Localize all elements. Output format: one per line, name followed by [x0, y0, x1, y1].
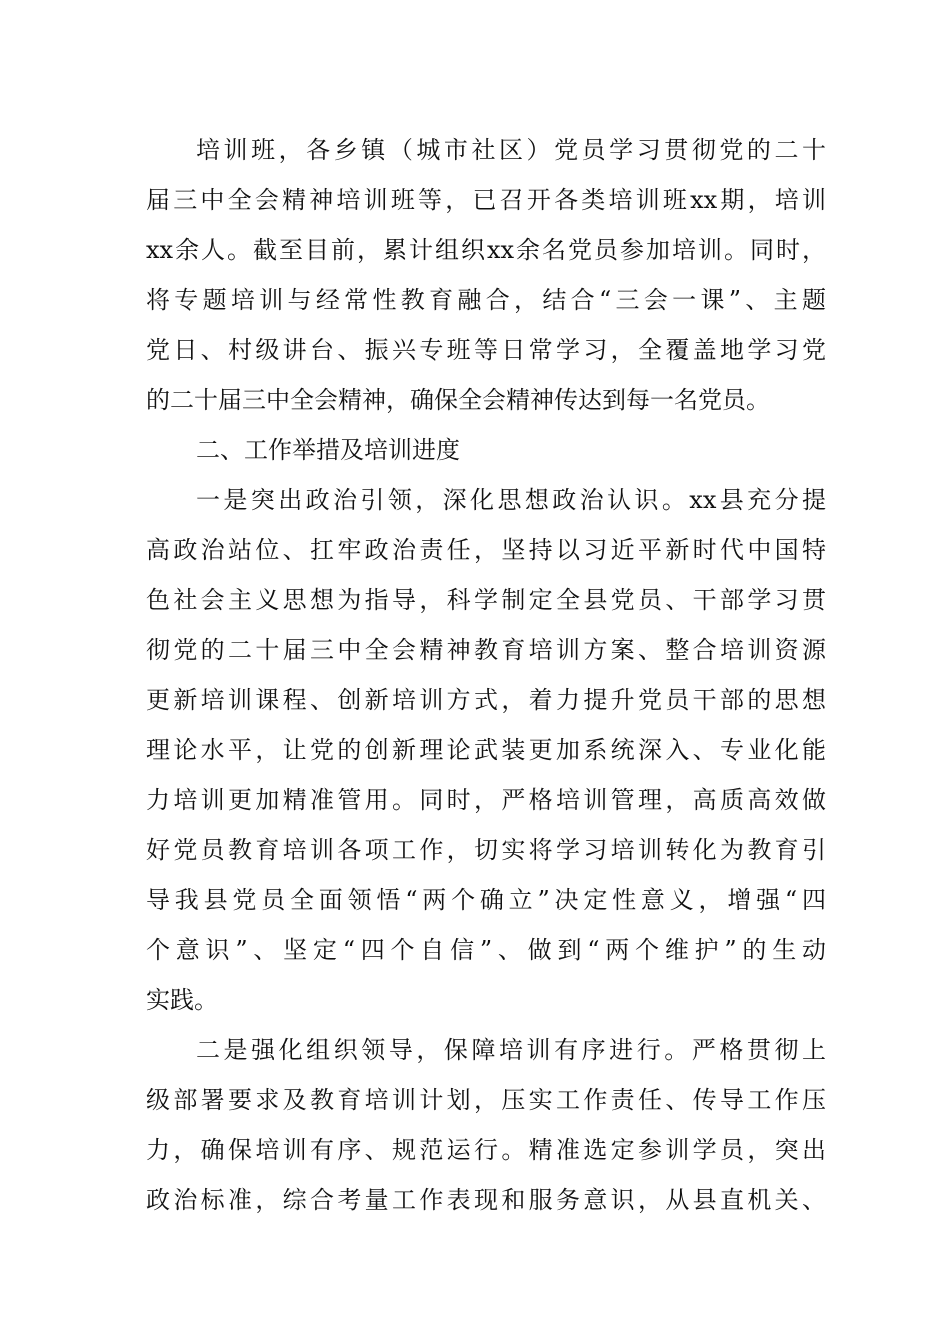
text-line: 党日、村级讲台、振兴专班等日常学习，全覆盖地学习党: [146, 336, 826, 364]
text-line: 个意识”、坚定“四个自信”、做到“两个维护”的生动: [146, 936, 826, 964]
text-line: 一是突出政治引领，深化思想政治认识。xx县充分提: [196, 486, 826, 514]
text-line: 实践。: [146, 986, 218, 1014]
text-line: 级部署要求及教育培训计划，压实工作责任、传导工作压: [146, 1086, 826, 1114]
text-line: 届三中全会精神培训班等，已召开各类培训班xx期，培训: [146, 186, 826, 214]
text-line: 二是强化组织领导，保障培训有序进行。严格贯彻上: [196, 1036, 826, 1064]
text-line: 好党员教育培训各项工作，切实将学习培训转化为教育引: [146, 836, 826, 864]
text-line: 更新培训课程、创新培训方式，着力提升党员干部的思想: [146, 686, 826, 714]
text-line: 的二十届三中全会精神，确保全会精神传达到每一名党员。: [146, 386, 770, 414]
text-line: 彻党的二十届三中全会精神教育培训方案、整合培训资源: [146, 636, 826, 664]
text-line: 色社会主义思想为指导，科学制定全县党员、干部学习贯: [146, 586, 826, 614]
section-heading: 二、工作举措及培训进度: [196, 436, 460, 464]
text-line: 将专题培训与经常性教育融合，结合“三会一课”、主题: [146, 286, 826, 314]
text-line: xx余人。截至目前，累计组织xx余名党员参加培训。同时，: [146, 236, 826, 264]
text-line: 高政治站位、扛牢政治责任，坚持以习近平新时代中国特: [146, 536, 826, 564]
text-line: 培训班，各乡镇（城市社区）党员学习贯彻党的二十: [196, 136, 826, 164]
text-line: 力，确保培训有序、规范运行。精准选定参训学员，突出: [146, 1136, 826, 1164]
text-line: 力培训更加精准管用。同时，严格培训管理，高质高效做: [146, 786, 826, 814]
text-line: 理论水平，让党的创新理论武装更加系统深入、专业化能: [146, 736, 826, 764]
text-line: 导我县党员全面领悟“两个确立”决定性意义，增强“四: [146, 886, 826, 914]
text-line: 政治标准，综合考量工作表现和服务意识，从县直机关、: [146, 1186, 826, 1214]
